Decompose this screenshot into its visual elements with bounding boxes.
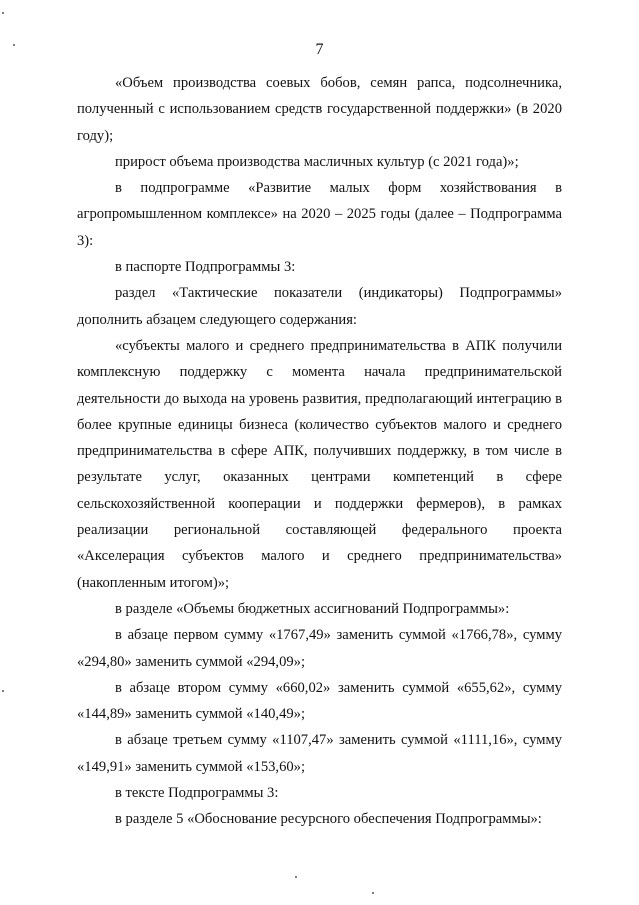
scan-speck (13, 44, 15, 46)
paragraph: в паспорте Подпрограммы 3: (115, 259, 296, 276)
document-body (77, 70, 562, 833)
paragraph: прирост объема производства масличных культур (с 2021 года)»; (115, 153, 519, 170)
paragraph: в разделе 5 «Обоснование ресурсного обеспечения Подпрограммы»: (115, 811, 542, 828)
paragraph: в подпрограмме «Развитие малых форм хозяйствования в агропромышленном комплексе» на 2020 – 2025 годы (далее – Подпрограмма 3): (77, 180, 562, 249)
paragraph: в абзаце третьем сумму «1107,47» заменить суммой «1111,16», сумму «149,91» заменить суммой «153,60»; (77, 732, 562, 775)
scan-speck (295, 876, 297, 878)
paragraph: в разделе «Объемы бюджетных ассигнований Подпрограммы»: (115, 600, 510, 617)
scan-speck (2, 12, 4, 14)
scan-speck (372, 892, 374, 894)
scan-speck (2, 690, 4, 692)
paragraph: «Объем производства соевых бобов, семян рапса, подсолнечника, полученный с использованием средств государственной поддержки» (в 2020 году); (77, 75, 562, 144)
page-number: 7 (315, 41, 324, 58)
paragraph: в абзаце втором сумму «660,02» заменить суммой «655,62», сумму «144,89» заменить суммой «140,49»; (77, 679, 562, 723)
paragraph: в тексте Подпрограммы 3: (115, 785, 279, 802)
paragraph: в абзаце первом сумму «1767,49» заменить суммой «1766,78», сумму «294,80» заменить суммой «294,09»; (77, 627, 562, 670)
paragraph: «субъекты малого и среднего предпринимательства в АПК получили комплексную поддержку с момента начала предпринимательской деятельности до выхода на уровень развития, предполагающий интеграцию в более крупные единицы бизнеса (количество субъектов малого и среднего предпринимательства в сфере АПК, получивших поддержку, в том числе в результате услуг, оказанных центрами компетенций в сфере сельскохозяйственной кооперации и поддержки фермеров), в рамках реализации региональной составляющей федерального проекта «Акселерация субъектов малого и среднего предпринимательства» (накопленным итогом)»; (77, 337, 562, 591)
paragraph: раздел «Тактические показатели (индикаторы) Подпрограммы» дополнить абзацем следующего содержания: (77, 285, 562, 328)
